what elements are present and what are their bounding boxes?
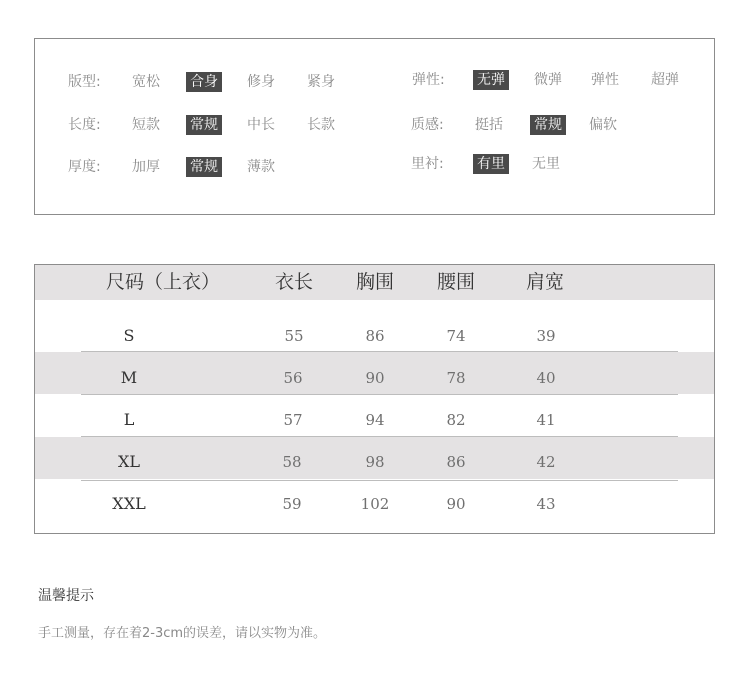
fit-label: 版型:	[68, 74, 101, 90]
lining-option-unlined: 无里	[532, 156, 560, 172]
cell-shoulder: 40	[536, 369, 556, 387]
product-attributes-panel	[34, 38, 715, 215]
cell-chest: 90	[365, 369, 385, 387]
cell-length: 56	[283, 369, 303, 387]
length-label: 长度:	[68, 117, 101, 133]
cell-size: XL	[117, 452, 141, 471]
cell-chest: 94	[365, 411, 385, 429]
thickness-option-thin: 薄款	[247, 159, 275, 175]
texture-option-regular-selected: 常规	[530, 115, 566, 135]
texture-label: 质感:	[411, 117, 444, 133]
size-table	[34, 264, 715, 534]
fit-option-loose: 宽松	[132, 74, 160, 90]
elasticity-option-slight: 微弹	[534, 72, 562, 88]
size-table-header	[35, 265, 714, 300]
cell-shoulder: 43	[536, 495, 556, 513]
elasticity-option-elastic: 弹性	[591, 72, 619, 88]
texture-option-soft: 偏软	[589, 117, 617, 133]
header-chest: 胸围	[355, 271, 395, 293]
cell-shoulder: 41	[536, 411, 556, 429]
header-size: 尺码（上衣）	[105, 271, 221, 293]
cell-length: 55	[284, 327, 304, 345]
cell-waist: 78	[446, 369, 466, 387]
cell-size: XXL	[112, 494, 146, 513]
cell-size: S	[123, 326, 135, 345]
cell-length: 58	[282, 453, 302, 471]
header-shoulder: 肩宽	[525, 271, 565, 293]
elasticity-option-super: 超弹	[651, 72, 679, 88]
cell-waist: 82	[446, 411, 466, 429]
cell-shoulder: 39	[536, 327, 556, 345]
cell-shoulder: 42	[536, 453, 556, 471]
cell-waist: 90	[446, 495, 466, 513]
thickness-option-thick: 加厚	[132, 159, 160, 175]
lining-option-lined-selected: 有里	[473, 154, 509, 174]
thickness-label: 厚度:	[68, 159, 101, 175]
tips-title: 温馨提示	[38, 588, 94, 604]
elasticity-label: 弹性:	[412, 72, 445, 88]
cell-chest: 86	[365, 327, 385, 345]
cell-length: 59	[282, 495, 302, 513]
cell-chest: 98	[365, 453, 385, 471]
length-option-short: 短款	[132, 117, 160, 133]
cell-size: L	[123, 410, 135, 429]
row-separator	[81, 436, 678, 437]
elasticity-option-none-selected: 无弹	[473, 70, 509, 90]
tips-text: 手工测量，存在着2-3cm的误差，请以实物为准。	[38, 626, 327, 641]
fit-option-slim: 修身	[247, 74, 275, 90]
cell-waist: 74	[446, 327, 466, 345]
header-waist: 腰围	[436, 271, 476, 293]
header-length: 衣长	[274, 271, 314, 293]
cell-chest: 102	[360, 495, 390, 513]
cell-waist: 86	[446, 453, 466, 471]
fit-option-tight: 紧身	[307, 74, 335, 90]
length-option-regular-selected: 常规	[186, 115, 222, 135]
texture-option-stiff: 挺括	[475, 117, 503, 133]
row-separator	[81, 480, 678, 481]
fit-option-regular-selected: 合身	[186, 72, 222, 92]
thickness-option-regular-selected: 常规	[186, 157, 222, 177]
row-separator	[81, 394, 678, 395]
length-option-mid: 中长	[247, 117, 275, 133]
lining-label: 里衬:	[411, 156, 444, 172]
cell-size: M	[120, 368, 138, 387]
cell-length: 57	[283, 411, 303, 429]
length-option-long: 长款	[307, 117, 335, 133]
row-separator	[81, 351, 678, 352]
